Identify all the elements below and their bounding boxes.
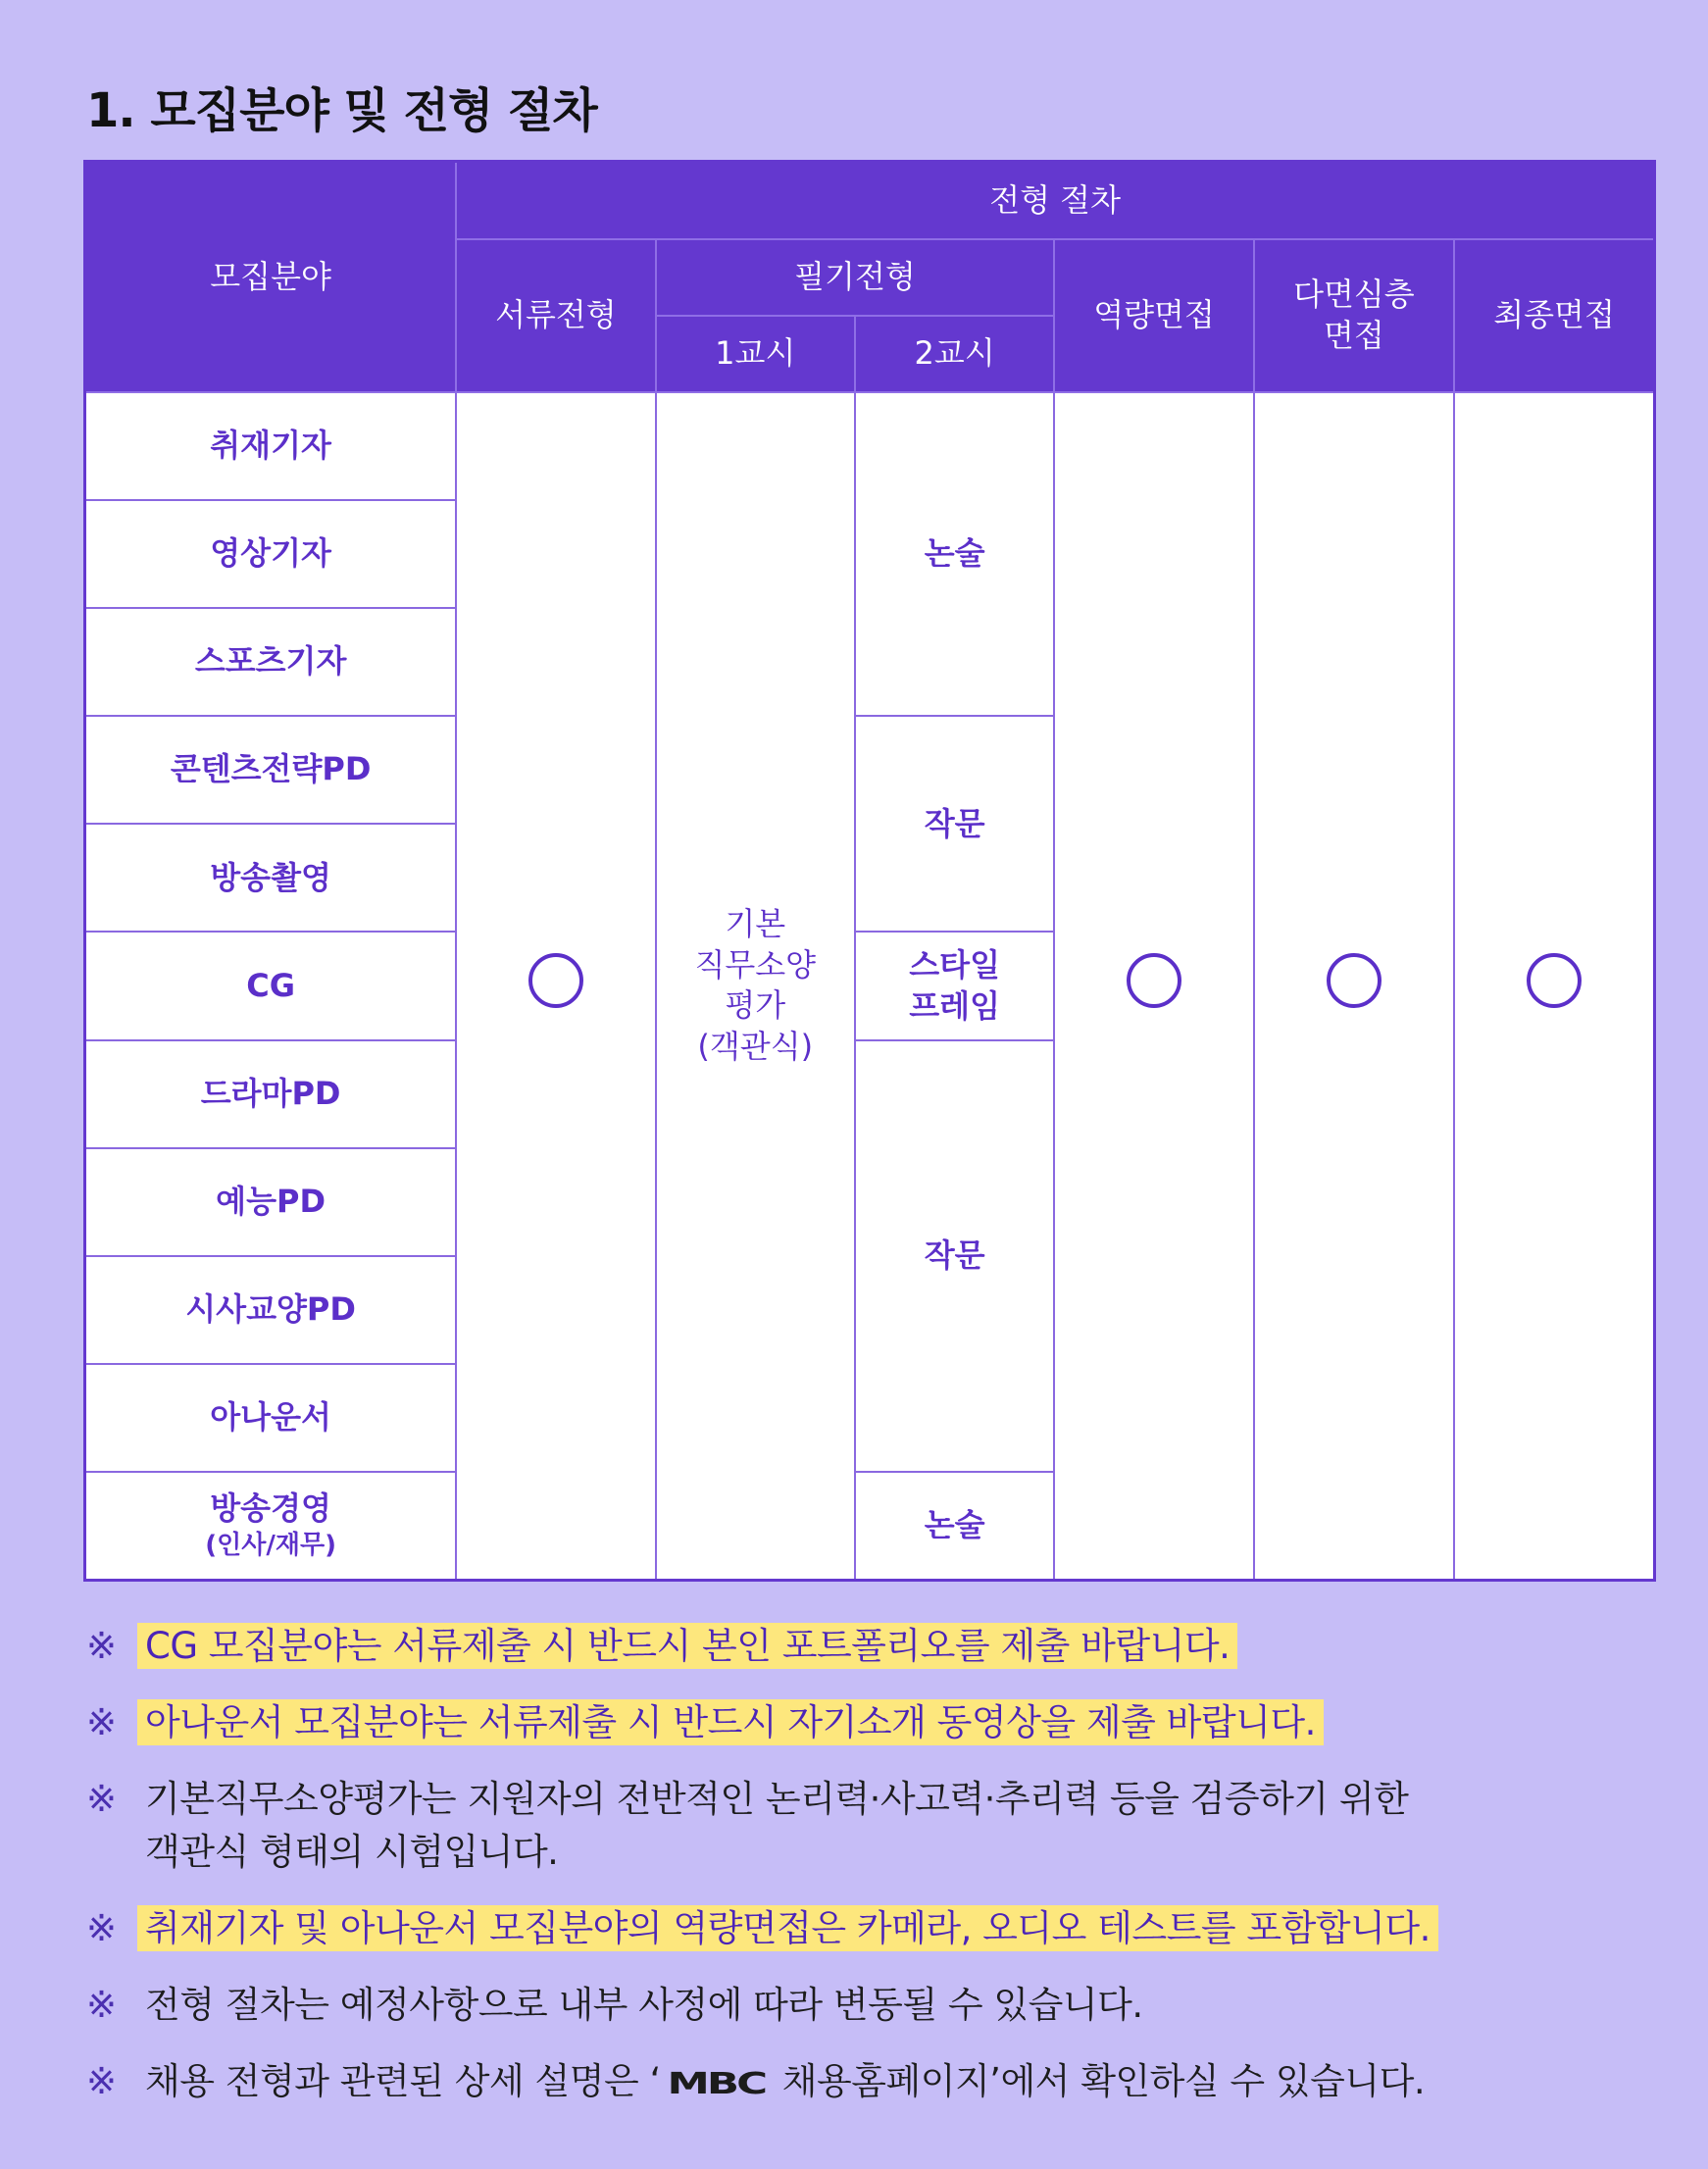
reference-mark-icon: ※ [86,1625,117,1667]
exam-writing: 작문 [855,1040,1054,1473]
field-row-label: 스포츠기자 [85,608,457,716]
header-final-interview: 최종면접 [1454,239,1654,392]
header-competency-interview: 역량면접 [1054,239,1253,392]
field-row-label: 아나운서 [85,1364,457,1472]
circle-icon [1527,953,1582,1008]
field-row-label: 방송촬영 [85,824,457,932]
note-item [86,2055,1655,2111]
exam-essay: 논술 [855,1472,1054,1580]
field-row-label: CG [85,932,457,1039]
reference-mark-icon: ※ [86,2060,117,2102]
header-multi-interview: 다면심층 면접 [1254,239,1454,392]
exam-essay: 논술 [855,392,1054,716]
circle-icon [1327,953,1381,1008]
field-row-label: 영상기자 [85,500,457,608]
page-title: 1. 모집분야 및 전형 절차 [86,83,597,138]
field-row-label: 취재기자 [85,392,457,500]
final-interview-check-cell [1454,392,1654,1581]
reference-mark-icon: ※ [86,1907,117,1949]
exam-style-frame: 스타일 프레임 [855,932,1054,1039]
note-text: 채용 전형과 관련된 상세 설명은 ‘ MBC 채용홈페이지’에서 확인하실 수 있습니다. [137,2055,1425,2111]
mbc-logo: MBC [667,2067,765,2101]
reference-mark-icon: ※ [86,1701,117,1743]
field-row-label: 방송경영 (인사/재무) [85,1472,457,1580]
field-row-label: 콘텐츠전략PD [85,716,457,824]
note-text: 전형 절차는 예정사항으로 내부 사정에 따라 변동될 수 있습니다. [145,1984,1143,2026]
highlighted-note-text: 아나운서 모집분야는 서류제출 시 반드시 자기소개 동영상을 제출 바랍니다. [137,1699,1324,1745]
exam-writing: 작문 [855,716,1054,932]
multi-interview-check-cell [1254,392,1454,1581]
competency-check-cell [1054,392,1253,1581]
selection-process-table [83,160,1656,1582]
circle-icon [1127,953,1181,1008]
note-item [86,1696,1655,1749]
highlighted-note-text: 취재기자 및 아나운서 모집분야의 역량면접은 카메라, 오디오 테스트를 포함합니다. [137,1905,1438,1951]
note-text: 기본직무소양평가는 지원자의 전반적인 논리력·사고력·추리력 등을 검증하기 위한 객관식 형태의 시험입니다. [145,1778,1409,1873]
basic-eval-cell: 기본 직무소양 평가 (객관식) [656,392,855,1581]
note-item [86,1902,1655,1955]
header-period-1: 1교시 [656,316,855,392]
highlighted-note-text: CG 모집분야는 서류제출 시 반드시 본인 포트폴리오를 제출 바랍니다. [137,1623,1237,1669]
header-process: 전형 절차 [456,162,1654,239]
header-document: 서류전형 [456,239,655,392]
reference-mark-icon: ※ [86,1984,117,2026]
field-row-label: 시사교양PD [85,1256,457,1364]
note-item [86,1620,1655,1673]
reference-mark-icon: ※ [86,1778,117,1820]
header-period-2: 2교시 [855,316,1054,392]
header-field: 모집분야 [85,162,457,392]
header-written: 필기전형 [656,239,1055,316]
field-row-label: 예능PD [85,1148,457,1256]
document-check-cell [456,392,655,1581]
field-row-label: 드라마PD [85,1040,457,1148]
circle-icon [528,953,583,1008]
note-item [86,1773,1655,1879]
note-item [86,1979,1655,2032]
notes-list [86,1620,1655,2135]
